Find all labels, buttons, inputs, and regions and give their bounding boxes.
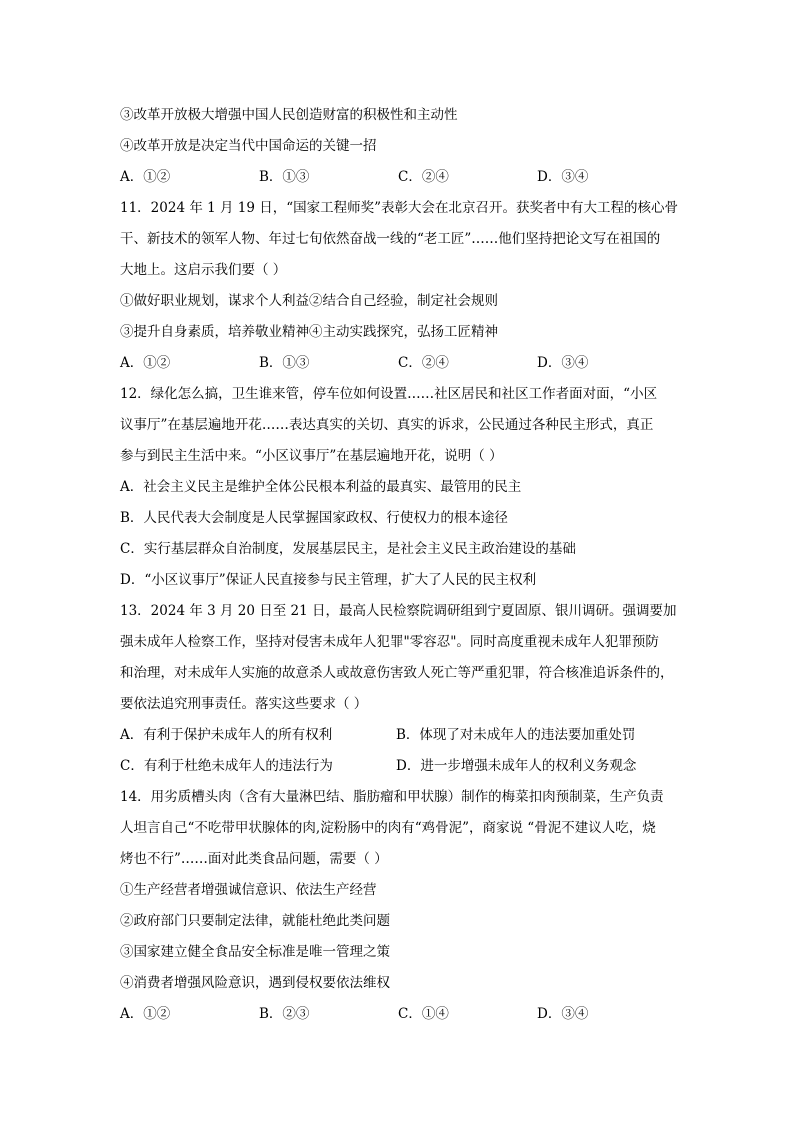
answer-options bbox=[120, 348, 676, 379]
question-stem-line: 要依法追究刑事责任。落实这些要求（ ） bbox=[120, 696, 368, 712]
question-stem-line: 12．绿化怎么搞，卫生谁来管，停车位如何设置……社区居民和社区工作者面对面，“小区 bbox=[120, 386, 658, 402]
option-b: B．体现了对未成年人的违法要加重处罚 bbox=[396, 727, 636, 743]
question-10-tail bbox=[120, 100, 676, 193]
answer-options bbox=[120, 999, 676, 1030]
question-stem-line: 干、新技术的领军人物、年过七旬依然奋战一线的“老工匠”……他们坚持把论文写在祖国的 bbox=[120, 231, 661, 247]
question-stem-line: 议事厅”在基层遍地开花……表达真实的关切、真实的诉求，公民通过各种民主形式，真正 bbox=[120, 417, 654, 433]
statement-item: ①生产经营者增强诚信意识、依法生产经营 bbox=[120, 882, 377, 898]
option-d: D．进一步增强未成年人的权利义务观念 bbox=[396, 758, 637, 774]
question-stem-line: 烤也不行”……面对此类食品问题，需要（ ） bbox=[120, 851, 388, 867]
question-14 bbox=[120, 782, 676, 1030]
question-stem-line: 14．用劣质槽头肉（含有大量淋巴结、脂肪瘤和甲状腺）制作的梅菜扣肉预制菜，生产负责 bbox=[120, 789, 664, 805]
statement-item: ②政府部门只要制定法律，就能杜绝此类问题 bbox=[120, 913, 390, 929]
question-stem-line: 人坦言自己“不吃带甲状腺体的肉,淀粉肠中的肉有“鸡骨泥”，商家说 “骨泥不建议人吃，烧 bbox=[120, 820, 656, 836]
option-b: B．②③ bbox=[259, 1006, 310, 1022]
question-stem-line: 和治理，对未成年人实施的故意杀人或故意伤害致人死亡等严重犯罪，符合核准追诉条件的， bbox=[120, 665, 674, 681]
question-stem-line: 强未成年人检察工作，坚持对侵害未成年人犯罪"零容忍"。同时高度重视未成年人犯罪预防 bbox=[120, 634, 659, 650]
option-a: A．有利于保护未成年人的所有权利 bbox=[120, 727, 333, 743]
option-c: C．实行基层群众自治制度，发展基层民主，是社会主义民主政治建设的基础 bbox=[120, 541, 576, 557]
option-a: A．①② bbox=[120, 355, 171, 371]
question-stem-line: 11．2024 年 1 月 19 日，“国家工程师奖”表彰大会在北京召开。获奖者中有大工程的核心骨 bbox=[120, 200, 679, 216]
option-b: B．①③ bbox=[259, 355, 310, 371]
statement-item: ③改革开放极大增强中国人民创造财富的积极性和主动性 bbox=[120, 107, 458, 123]
statement-item: ③国家建立健全食品安全标准是唯一管理之策 bbox=[120, 944, 390, 960]
option-d: D．“小区议事厅”保证人民直接参与民主管理，扩大了人民的民主权利 bbox=[120, 572, 537, 588]
statement-item: ①做好职业规划，谋求个人利益②结合自己经验，制定社会规则 bbox=[120, 293, 498, 309]
option-c: C．①④ bbox=[398, 1006, 449, 1022]
answer-options-row bbox=[120, 751, 676, 782]
option-c: C．②④ bbox=[398, 169, 449, 185]
answer-options bbox=[120, 162, 676, 193]
question-13 bbox=[120, 596, 676, 782]
question-12 bbox=[120, 379, 676, 596]
exam-page bbox=[120, 100, 679, 1030]
question-stem-line: 13．2024 年 3 月 20 日至 21 日，最高人民检察院调研组到宁夏固原、银川调研。强调要加 bbox=[120, 603, 677, 619]
option-c: C．②④ bbox=[398, 355, 449, 371]
statement-item: ③提升自身素质，培养敬业精神④主动实践探究，弘扬工匠精神 bbox=[120, 324, 498, 340]
option-a: A．①② bbox=[120, 1006, 171, 1022]
statement-item: ④消费者增强风险意识，遇到侵权要依法维权 bbox=[120, 975, 390, 991]
statement-item: ④改革开放是决定当代中国命运的关键一招 bbox=[120, 138, 377, 154]
option-d: D．③④ bbox=[537, 1006, 589, 1022]
option-d: D．③④ bbox=[537, 169, 589, 185]
option-a: A．社会主义民主是维护全体公民根本利益的最真实、最管用的民主 bbox=[120, 479, 522, 495]
question-stem-line: 大地上。这启示我们要（ ） bbox=[120, 262, 287, 278]
option-b: B．人民代表大会制度是人民掌握国家政权、行使权力的根本途径 bbox=[120, 510, 508, 526]
option-d: D．③④ bbox=[537, 355, 589, 371]
question-11 bbox=[120, 193, 679, 379]
option-b: B．①③ bbox=[259, 169, 310, 185]
question-stem-line: 参与到民主生活中来。“小区议事厅”在基层遍地开花，说明（ ） bbox=[120, 448, 503, 464]
option-a: A．①② bbox=[120, 169, 171, 185]
option-c: C．有利于杜绝未成年人的违法行为 bbox=[120, 758, 333, 774]
answer-options-row bbox=[120, 720, 676, 751]
